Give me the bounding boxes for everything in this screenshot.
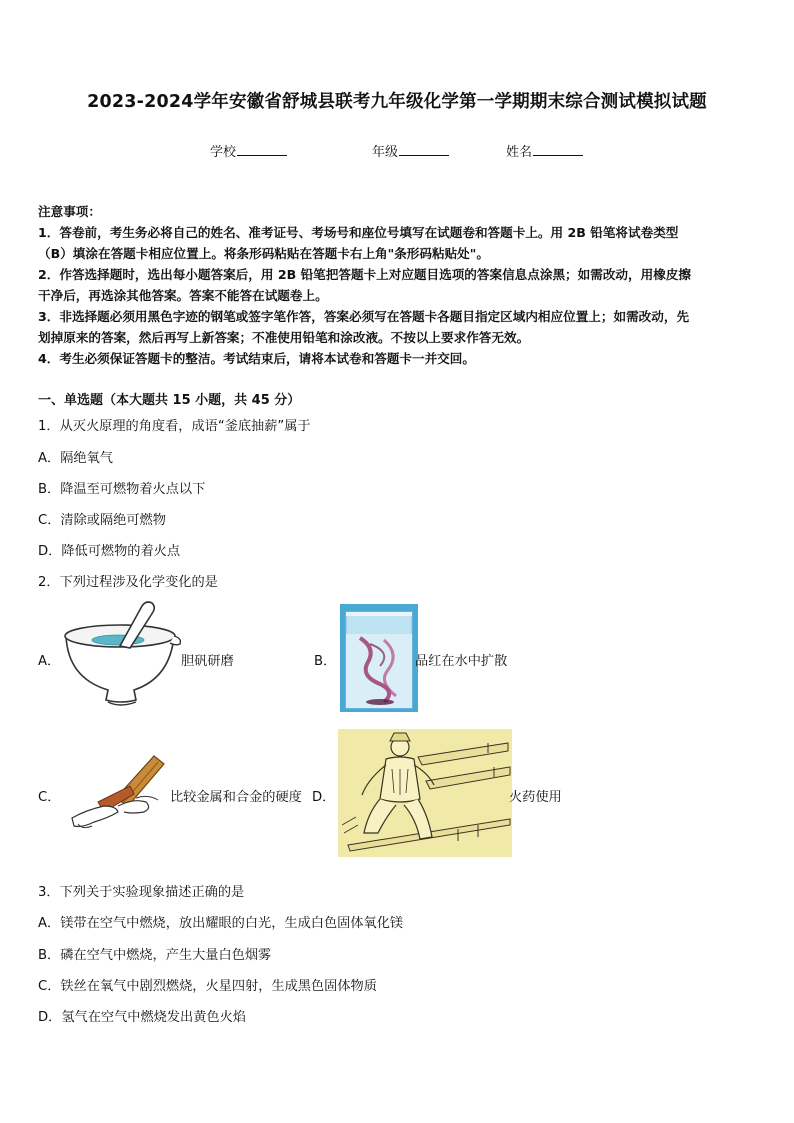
notice-line: 1．答卷前，考生务必将自己的姓名、准考证号、考场号和座位号填写在试题卷和答题卡上。用 2B 铅笔将试卷类型 <box>38 225 679 240</box>
question-2-option-d-letter: D． <box>312 790 336 805</box>
notice-line: 4．考生必须保证答题卡的整洁。考试结束后，请将本试卷和答题卡一并交回。 <box>38 351 475 366</box>
name-label: 姓名 <box>506 145 533 160</box>
notice-line: 干净后，再选涂其他答案。答案不能答在试题卷上。 <box>38 288 328 303</box>
school-label: 学校 <box>210 145 237 160</box>
notice-heading: 注意事项： <box>38 204 101 219</box>
name-field <box>506 141 583 160</box>
question-1-option-a: A．隔绝氧气 <box>38 451 113 466</box>
metal-hardness-icon <box>68 750 170 830</box>
question-3-option-b: B．磷在空气中燃烧，产生大量白色烟雾 <box>38 948 272 963</box>
question-3-option-d: D．氢气在空气中燃烧发出黄色火焰 <box>38 1010 246 1025</box>
question-1-option-d: D．降低可燃物的着火点 <box>38 544 181 559</box>
page-title: 2023-2024学年安徽省舒城县联考九年级化学第一学期期末综合测试模拟试题 <box>87 92 707 112</box>
gunpowder-illustration-icon <box>338 729 512 857</box>
question-1-option-b: B．降温至可燃物着火点以下 <box>38 482 206 497</box>
school-blank <box>237 143 287 156</box>
mortar-pestle-icon <box>58 598 182 712</box>
question-3-option-a: A．镁带在空气中燃烧，放出耀眼的白光，生成白色固体氧化镁 <box>38 916 404 931</box>
question-3-stem: 3．下列关于实验现象描述正确的是 <box>38 885 245 900</box>
question-2-option-a-letter: A． <box>38 654 61 669</box>
section-heading: 一、单选题（本大题共 15 小题，共 45 分） <box>38 393 301 408</box>
question-2-option-c-caption: 比较金属和合金的硬度 <box>170 790 302 805</box>
notice-line: 2．作答选择题时，选出每小题答案后，用 2B 铅笔把答题卡上对应题目选项的答案信息点涂黑；如需改动，用橡皮擦 <box>38 267 691 282</box>
name-blank <box>533 143 583 156</box>
question-2-option-b-caption: 品红在水中扩散 <box>415 654 508 669</box>
school-field <box>210 141 287 160</box>
notice-line: （B）填涂在答题卡相应位置上。将条形码粘贴在答题卡右上角"条形码粘贴处"。 <box>38 246 489 261</box>
question-1-stem: 1．从灭火原理的角度看，成语“釜底抽薪”属于 <box>38 419 311 434</box>
question-2-stem: 2．下列过程涉及化学变化的是 <box>38 575 218 590</box>
grade-field <box>372 141 449 160</box>
grade-label: 年级 <box>372 145 399 160</box>
question-1-option-c: C．清除或隔绝可燃物 <box>38 513 166 528</box>
question-2-option-a-caption: 胆矾研磨 <box>181 654 234 669</box>
beaker-dye-icon <box>340 604 418 712</box>
question-2-option-b-letter: B． <box>314 654 337 669</box>
question-3-option-c: C．铁丝在氧气中剧烈燃烧，火星四射，生成黑色固体物质 <box>38 979 377 994</box>
notice-line: 3．非选择题必须用黑色字迹的钢笔或签字笔作答，答案必须写在答题卡各题目指定区域内相应位置上；如需改动，先 <box>38 309 690 324</box>
question-2-option-c-letter: C． <box>38 790 61 805</box>
question-2-option-d-caption: 火药使用 <box>509 790 562 805</box>
grade-blank <box>399 143 449 156</box>
notice-line: 划掉原来的答案，然后再写上新答案；不准使用铅笔和涂改液。不按以上要求作答无效。 <box>38 330 530 345</box>
